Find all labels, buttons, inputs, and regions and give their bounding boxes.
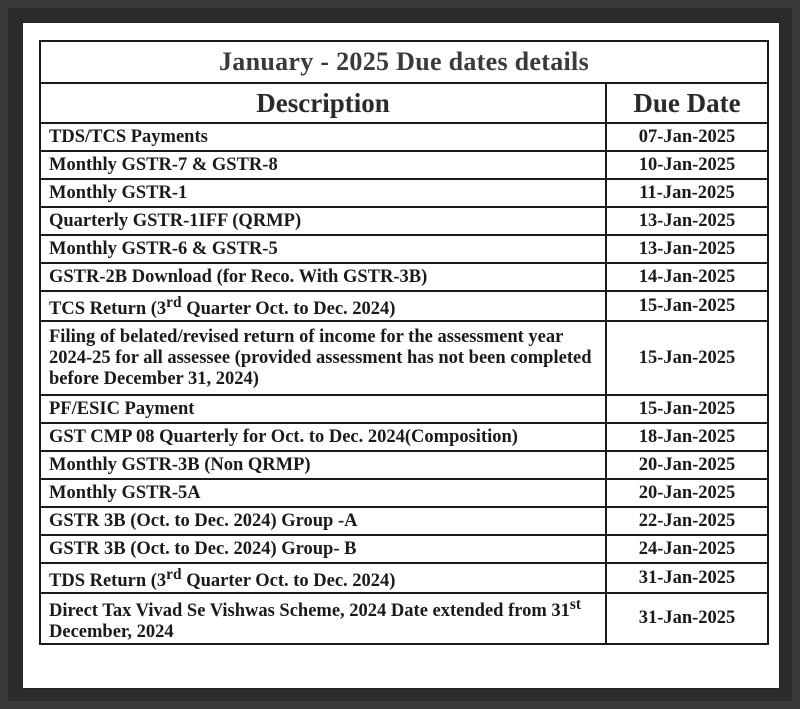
due-date-cell: 13-Jan-2025 — [606, 235, 767, 263]
description-text: TDS Return (3 — [49, 571, 167, 592]
table-row — [41, 263, 767, 291]
due-date-cell: 10-Jan-2025 — [606, 151, 767, 179]
due-date-cell: 24-Jan-2025 — [606, 535, 767, 563]
due-date-cell: 11-Jan-2025 — [606, 179, 767, 207]
due-date-cell: 15-Jan-2025 — [606, 291, 767, 321]
table-row — [41, 507, 767, 535]
description-cell: GSTR 3B (Oct. to Dec. 2024) Group- B — [41, 535, 606, 563]
page-title: January - 2025 Due dates details — [41, 42, 767, 84]
description-cell: Monthly GSTR-5A — [41, 479, 606, 507]
description-text: Quarter Oct. to Dec. 2024) — [181, 571, 396, 592]
due-date-cell: 13-Jan-2025 — [606, 207, 767, 235]
table-row — [41, 423, 767, 451]
due-date-cell: 14-Jan-2025 — [606, 263, 767, 291]
table-row — [41, 593, 767, 643]
due-date-cell: 18-Jan-2025 — [606, 423, 767, 451]
table-row — [41, 151, 767, 179]
description-cell — [41, 291, 606, 321]
document-panel — [22, 22, 780, 689]
description-cell: Monthly GSTR-1 — [41, 179, 606, 207]
due-date-cell: 20-Jan-2025 — [606, 451, 767, 479]
table-row — [41, 123, 767, 151]
description-cell: Quarterly GSTR-1IFF (QRMP) — [41, 207, 606, 235]
description-cell: GSTR 3B (Oct. to Dec. 2024) Group -A — [41, 507, 606, 535]
outer-frame — [8, 8, 792, 701]
description-cell: Monthly GSTR-7 & GSTR-8 — [41, 151, 606, 179]
table-row — [41, 291, 767, 321]
table-row — [41, 179, 767, 207]
table-row — [41, 451, 767, 479]
description-cell: TDS/TCS Payments — [41, 123, 606, 151]
table-row — [41, 321, 767, 395]
ordinal-suffix: rd — [166, 294, 182, 311]
due-date-cell: 15-Jan-2025 — [606, 395, 767, 423]
table-row — [41, 563, 767, 593]
description-cell: PF/ESIC Payment — [41, 395, 606, 423]
table-row — [41, 235, 767, 263]
ordinal-suffix: st — [569, 596, 582, 614]
due-date-cell: 20-Jan-2025 — [606, 479, 767, 507]
table-row — [41, 535, 767, 563]
due-date-cell: 31-Jan-2025 — [606, 593, 767, 643]
table-row — [41, 395, 767, 423]
description-text: TCS Return (3 — [49, 299, 167, 320]
description-text: Direct Tax Vivad Se Vishwas Scheme, 2024 Date extended from 31 — [49, 601, 570, 622]
due-dates-sheet — [39, 40, 769, 645]
due-date-cell: 22-Jan-2025 — [606, 507, 767, 535]
description-cell: Monthly GSTR-3B (Non QRMP) — [41, 451, 606, 479]
description-cell — [41, 563, 606, 593]
description-header: Description — [41, 84, 606, 123]
description-cell: GSTR-2B Download (for Reco. With GSTR-3B) — [41, 263, 606, 291]
ordinal-suffix: rd — [166, 566, 182, 584]
description-cell — [41, 593, 606, 643]
description-text: December, 2024 — [49, 622, 174, 643]
due-date-header: Due Date — [606, 84, 767, 123]
description-cell: Monthly GSTR-6 & GSTR-5 — [41, 235, 606, 263]
due-date-cell: 07-Jan-2025 — [606, 123, 767, 151]
table-row — [41, 207, 767, 235]
due-date-cell: 31-Jan-2025 — [606, 563, 767, 593]
description-text: Quarter Oct. to Dec. 2024) — [181, 299, 396, 320]
description-cell: GST CMP 08 Quarterly for Oct. to Dec. 2024(Composition) — [41, 423, 606, 451]
due-date-cell: 15-Jan-2025 — [606, 321, 767, 395]
header-row — [41, 84, 767, 123]
due-dates-table — [41, 84, 767, 643]
table-row — [41, 479, 767, 507]
description-cell: Filing of belated/revised return of income for the assessment year 2024-25 for all assessee (provided assessment has not been completed before December 31, 2024) — [41, 321, 606, 395]
